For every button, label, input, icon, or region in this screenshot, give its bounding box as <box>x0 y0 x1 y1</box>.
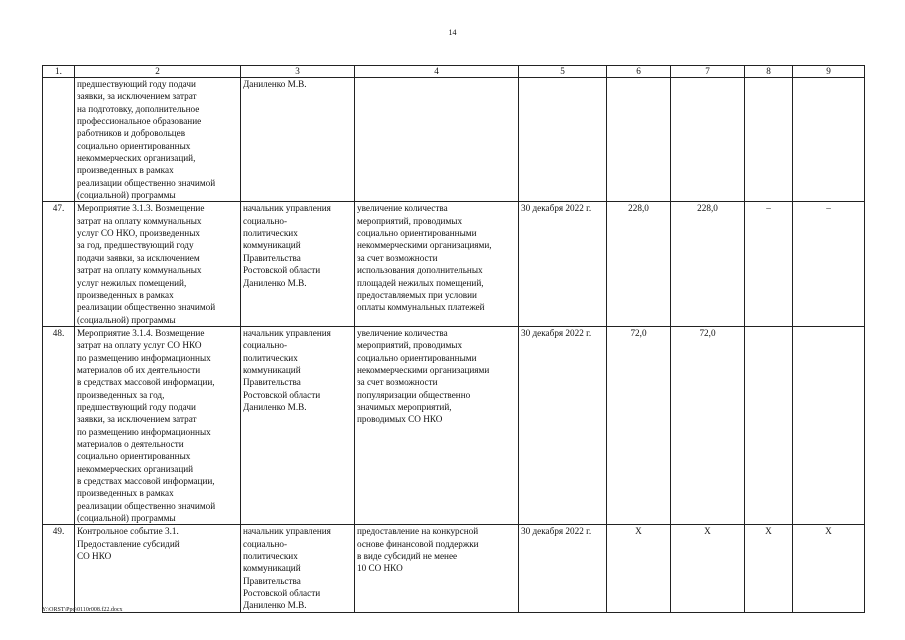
value-cell-8 <box>745 78 793 202</box>
value-cell-6: 72,0 <box>607 326 671 525</box>
value-cell-7 <box>671 78 745 202</box>
result-cell: увеличение количества мероприятий, проводимых социально ориентированными некоммерческими организациями за счет возможности популяризации общественно значимых мероприятий, проводимых СО НКО <box>355 326 519 525</box>
responsible-cell: начальник управления социально- политических коммуникаций Правительства Ростовской области Даниленко М.В. <box>241 326 355 525</box>
date-cell <box>519 78 607 202</box>
value-cell-9 <box>793 326 865 525</box>
column-number-6: 6 <box>607 66 671 78</box>
row-number: 47. <box>43 202 75 326</box>
value-cell-7: 72,0 <box>671 326 745 525</box>
column-number-row <box>43 66 865 78</box>
column-number-8: 8 <box>745 66 793 78</box>
row-number <box>43 78 75 202</box>
value-cell-8: – <box>745 202 793 326</box>
date-cell: 30 декабря 2022 г. <box>519 326 607 525</box>
result-cell: увеличение количества мероприятий, проводимых социально ориентированными некоммерческими организациями, за счет возможности использования дополнительных площадей нежилых помещений, предоставляемых при условии оплаты коммунальных платежей <box>355 202 519 326</box>
event-cell: Контрольное событие 3.1. Предоставление субсидий СО НКО <box>75 525 241 613</box>
responsible-cell: начальник управления социально- политических коммуникаций Правительства Ростовской области Даниленко М.В. <box>241 202 355 326</box>
value-cell-8 <box>745 326 793 525</box>
event-cell: Мероприятие 3.1.4. Возмещение затрат на оплату услуг СО НКО по размещению информационных материалов об их деятельности в средствах массовой информации, произведенных за год, предшествующий году подачи заявки, за исключением затрат по размещению информационных материалов о деятельности социально ориентированных некоммерческих организаций в средствах массовой информации, произведенных в рамках реализации общественно значимой (социальной) программы <box>75 326 241 525</box>
value-cell-7: 228,0 <box>671 202 745 326</box>
date-cell: 30 декабря 2022 г. <box>519 525 607 613</box>
column-number-1: 1. <box>43 66 75 78</box>
column-number-4: 4 <box>355 66 519 78</box>
row-number: 48. <box>43 326 75 525</box>
value-cell-6: 228,0 <box>607 202 671 326</box>
value-cell-6 <box>607 78 671 202</box>
column-number-2: 2 <box>75 66 241 78</box>
footer-file-path: Y:\ORST\Ppo\0110r008.f22.docx <box>42 607 123 613</box>
value-cell-8: Х <box>745 525 793 613</box>
table-row <box>43 202 865 326</box>
page-number: 14 <box>448 28 457 37</box>
date-cell: 30 декабря 2022 г. <box>519 202 607 326</box>
result-cell: предоставление на конкурсной основе финансовой поддержки в виде субсидий не менее 10 СО НКО <box>355 525 519 613</box>
table-row <box>43 78 865 202</box>
event-cell: Мероприятие 3.1.3. Возмещение затрат на оплату коммунальных услуг СО НКО, произведенных за год, предшествующий году подачи заявки, за исключением затрат на оплату коммунальных услуг нежилых помещений, произведенных в рамках реализации общественно значимой (социальной) программы <box>75 202 241 326</box>
event-cell: предшествующий году подачи заявки, за исключением затрат на подготовку, дополнительное профессиональное образование работников и добровольцев социально ориентированных некоммерческих организаций, произведенных в рамках реализации общественно значимой (социальной) программы <box>75 78 241 202</box>
value-cell-9: – <box>793 202 865 326</box>
table-row <box>43 525 865 613</box>
column-number-5: 5 <box>519 66 607 78</box>
column-number-9: 9 <box>793 66 865 78</box>
value-cell-9 <box>793 78 865 202</box>
responsible-cell: Даниленко М.В. <box>241 78 355 202</box>
plan-table <box>42 65 865 613</box>
column-number-3: 3 <box>241 66 355 78</box>
responsible-cell: начальник управления социально- политических коммуникаций Правительства Ростовской области Даниленко М.В. <box>241 525 355 613</box>
column-number-7: 7 <box>671 66 745 78</box>
value-cell-9: Х <box>793 525 865 613</box>
value-cell-7: Х <box>671 525 745 613</box>
table-row <box>43 326 865 525</box>
value-cell-6: Х <box>607 525 671 613</box>
result-cell <box>355 78 519 202</box>
row-number: 49. <box>43 525 75 613</box>
